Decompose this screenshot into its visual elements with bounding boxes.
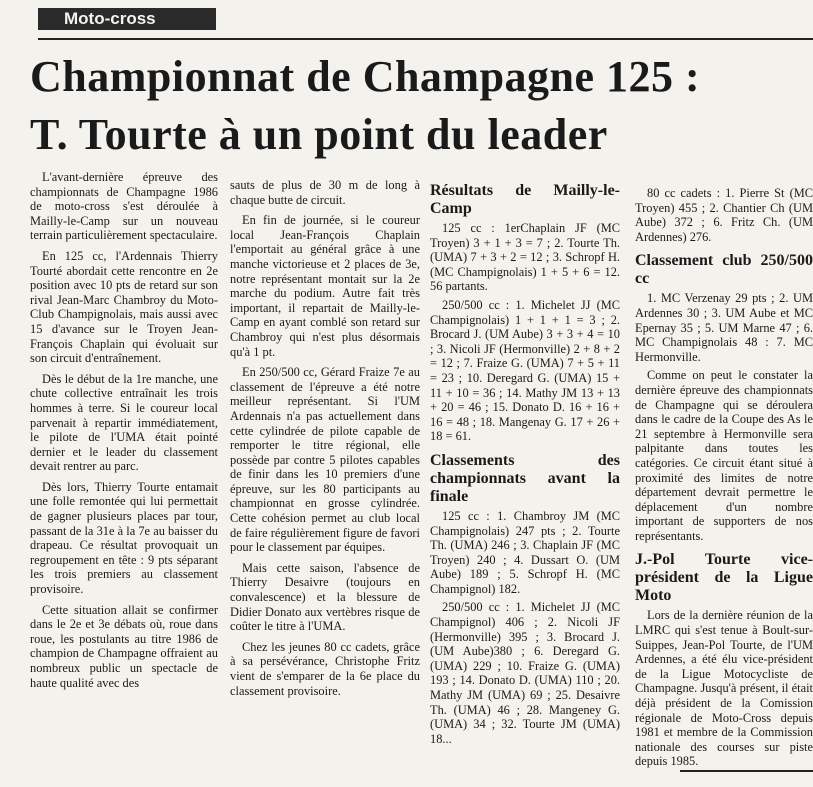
results-250-500: 250/500 cc : 1. Michelet JJ (MC Champignolais) 1 + 1 + 1 = 3 ; 2. Brocard J. (UM Aube) 3 + 3 + 4 = 10 ; 3. Nicoli JF (Hermonville) 2 + 8 + 2 = 12 ; 7. Fraize G. (UMA) 7 + 5 + 11 = 23 ; 10. Deregard G. (UMA) 15 + 11 + 10 = 36 ; 14. Mathy JM 13 + 13 + 20 = 46 ; 15. Donato D. 16 + 16 + 16 = 48 ; 18. Mangenay G. 17 + 26 + 18 = 61. [430, 297, 620, 444]
paragraph: Dès lors, Thierry Tourte entamait une folle remontée qui lui permettait de gagner plusieurs places par tour, passant de la 31e à la 7e au baisser du drapeau. Ce résultat provoquait un regroupement en tête : 9 pts séparant les trois premiers au classement provisoire. [30, 479, 218, 597]
standings-125: 125 cc : 1. Chambroy JM (MC Champignolais) 247 pts ; 2. Tourte Th. (UMA) 246 ; 3. Chaplain JF (MC Troyen) 240 ; 4. Dussart O. (UM Aube) 189 ; 5. Schropf H. (MC Champignol) 182. [430, 508, 620, 596]
paragraph: Chez les jeunes 80 cc cadets, grâce à sa persévérance, Christophe Fritz vient de s'emparer de la 6e place du classement provisoire. [230, 639, 420, 698]
paragraph: sauts de plus de 30 m de long à chaque butte de circuit. [230, 178, 420, 207]
paragraph: En fin de journée, si le coureur local Jean-François Chaplain l'emportait au général grâce à une manche victorieuse et 2 places de 3e, notre représentant montait sur la 2e marche du podium. Autre fait très important, il repartait de Mailly-le-Camp en ayant comblé son retard sur Chambroy qui n'est plus désormais qu'à 1 pt. [230, 213, 420, 359]
standings-heading: Classements des championnats avant la finale [430, 451, 620, 505]
article-column-1 [30, 170, 218, 696]
paragraph: En 250/500 cc, Gérard Fraize 7e au classement de l'épreuve a été notre meilleur représentant. Si l'UM Ardennais n'a pas actuellement dans cette cylindrée de pilote capable de remporter le titre régional, elle possède par contre 5 pilotes capables de finir dans les 10 premiers d'une épreuve, sur les 80 participants au championnat en grosse cylindrée. Cette cohésion permet au club local de faire régulièrement figure de favori pour le classement par équipes. [230, 365, 420, 555]
paragraph: Dès le début de la 1re manche, une chute collective entraînait les trois hommes à terre. Si le coureur local parvenait à repartir immédiatement, le pilote de l'UMA était pointé dernier et le leader du classement devait rentrer au parc. [30, 371, 218, 474]
standings-250-500: 250/500 cc : 1. Michelet JJ (MC Champignol) 406 ; 2. Nicoli JF (Hermonville) 395 ; 3. Brocard J. (UM Aube)380 ; 6. Deregard G. (UMA) 229 ; 10. Fraize G. (UMA) 193 ; 14. Donato D. (UMA) 110 ; 20. Mathy JM (UMA) 69 ; 25. Desaivre Th. (UMA) 46 ; 28. Mangeney G. (UMA) 34 ; 32. Tourte JM (UMA) 18... [430, 600, 620, 746]
paragraph: Mais cette saison, l'absence de Thierry Desaivre (toujours en convalescence) et la blessure de Didier Donato aux vertèbres risque de coûter le titre à l'UMA. [230, 560, 420, 634]
section-kicker: Moto-cross [38, 8, 216, 30]
results-column [430, 182, 620, 750]
bottom-rule [680, 770, 813, 772]
club-standings-heading: Classement club 250/500 cc [635, 252, 813, 288]
results-heading: Résultats de Mailly-le-Camp [430, 182, 620, 217]
results-125: 125 cc : 1erChaplain JF (MC Troyen) 3 + 1 + 3 = 7 ; 2. Tourte Th. (UMA) 7 + 3 + 2 = 12 ; 3. Schropf H. (MC Champignolais) 1 + 5 + 6 = 12. 56 partants. [430, 221, 620, 294]
club-standings: 1. MC Verzenay 29 pts ; 2. UM Ardennes 30 ; 3. UM Aube et MC Epernay 35 ; 5. UM Marne 47 ; 6. MC Champignolais 48 : 7. MC Hermonville. [635, 291, 813, 364]
standings-80-cadets: 80 cc cadets : 1. Pierre St (MC Troyen) 455 ; 2. Chantier Ch (UM Aube) 372 ; 6. Fritz Ch. (UM Ardennes) 276. [635, 186, 813, 244]
article-column-4 [635, 186, 813, 775]
paragraph: Cette situation allait se confirmer dans le 2e et 3e débats où, roue dans roue, les postulants au titre 1986 de champion de Champagne offraient au nombreux public un spectacle de haute qualité avec des [30, 602, 218, 690]
headline-line-2: T. Tourte à un point du leader [30, 110, 608, 159]
paragraph: Lors de la dernière réunion de la LMRC qui s'est tenue à Boult-sur-Suippes, Jean-Pol Tourte, de l'UM Ardennes, a été élu vice-président de la Ligue Motocycliste de Champagne. Jusqu'à présent, il était déjà président de la Comission régionale de Moto-Cross depuis 1981 et membre de la Commission nationale des courses sur piste depuis 1985. [635, 608, 813, 769]
top-rule [38, 38, 813, 40]
paragraph: L'avant-dernière épreuve des championnats de Champagne 1986 de moto-cross s'est déroulée à Mailly-le-Camp sur un nouveau terrain particulièrement spectaculaire. [30, 170, 218, 243]
paragraph: Comme on peut le constater la dernière épreuve des championnats de Champagne qui se déroulera dans le cadre de la Coupe des As le 21 septembre à Hermonville sera palpitante dans toutes les catégories. Ce circuit étant situé à proximité des limites de notre département devrait permettre le déplacement d'un nombre important de supporters de nos représentants. [635, 368, 813, 543]
sidebar-heading: J.-Pol Tourte vice-président de la Ligue Moto [635, 551, 813, 605]
headline-line-1: Championnat de Champagne 125 : [30, 52, 701, 101]
paragraph: En 125 cc, l'Ardennais Thierry Tourté abordait cette rencontre en 2e position avec 10 pts de retard sur son rival Jean-Marc Chambroy du Moto-Club Champignolais, mais aussi avec 15 d'avance sur le Troyen Jean-François Chaplain qui évoluait sur son circuit d'entraînement. [30, 248, 218, 366]
article-column-2 [230, 178, 420, 704]
